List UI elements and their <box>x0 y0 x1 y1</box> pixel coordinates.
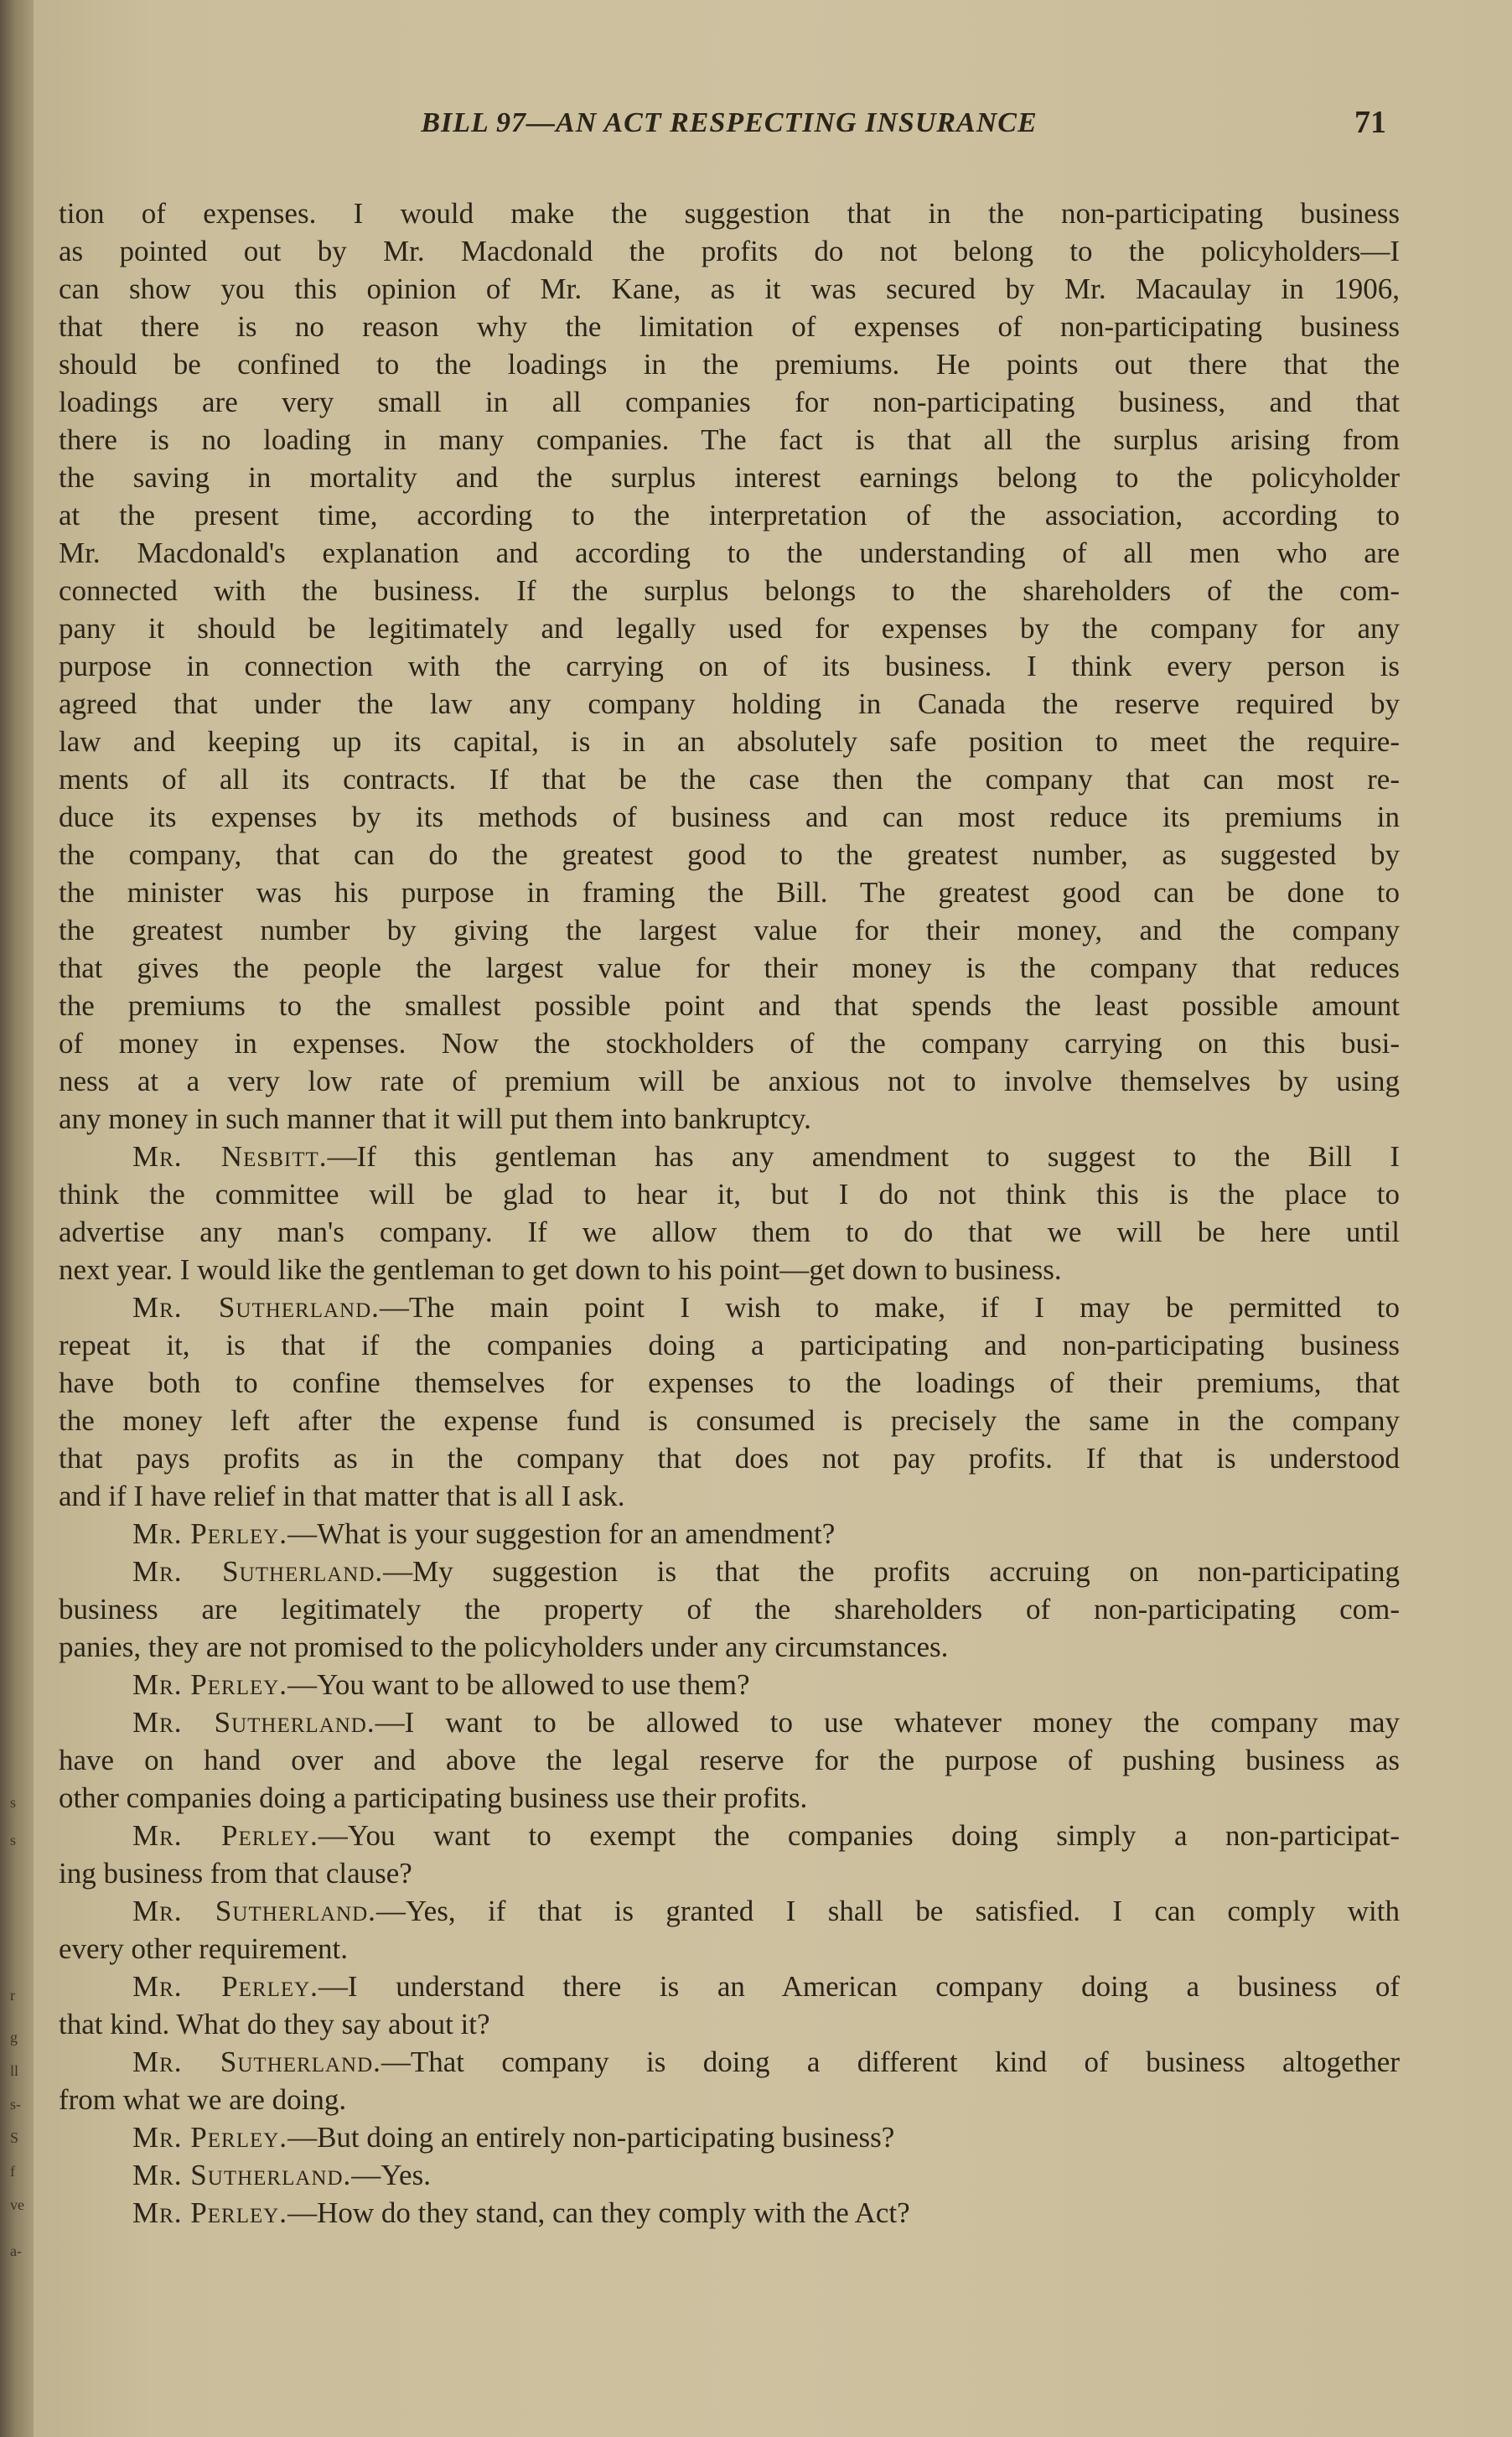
speaker-paragraph <box>59 1703 1400 1817</box>
line-text: ing business from that clause? <box>59 1857 412 1890</box>
line-text: next year. I would like the gentleman to get down to his point—get down to business. <box>59 1253 1062 1286</box>
text-line <box>59 723 1400 760</box>
text-line <box>59 1138 1400 1175</box>
text-line <box>59 2005 1400 2043</box>
line-text: —I understand there is an American company doing a business of <box>318 1970 1400 2003</box>
text-line <box>59 1741 1400 1779</box>
line-text: the company, that can do the greatest good to the greatest number, as suggested by <box>59 838 1400 871</box>
speaker-name: Mr. Sutherland. <box>132 1706 375 1739</box>
text-line <box>59 383 1400 421</box>
speaker-name: Mr. Perley. <box>132 2196 288 2229</box>
line-text: panies, they are not promised to the policyholders under any circumstances. <box>59 1631 949 1663</box>
line-text: business are legitimately the property of the shareholders of non-participating com- <box>59 1593 1400 1626</box>
line-text: —How do they stand, can they comply with the Act? <box>287 2196 910 2229</box>
gutter-mark: S <box>10 2129 19 2146</box>
line-text: there is no loading in many companies. The fact is that all the surplus arising from <box>59 423 1400 456</box>
line-text: —If this gentleman has any amendment to suggest to the Bill I <box>327 1140 1400 1173</box>
line-text: —You want to exempt the companies doing simply a non-participat- <box>318 1819 1400 1852</box>
text-line <box>59 647 1400 685</box>
speaker-name: Mr. Sutherland. <box>132 2159 352 2191</box>
speaker-name: Mr. Perley. <box>132 1970 318 2003</box>
line-text: and if I have relief in that matter that is all I ask. <box>59 1480 625 1512</box>
text-line <box>59 1968 1400 2005</box>
gutter-mark: s <box>10 1794 17 1811</box>
line-text: connected with the business. If the surplus belongs to the shareholders of the com- <box>59 574 1400 607</box>
gutter-mark: s- <box>10 2096 21 2113</box>
line-text: repeat it, is that if the companies doing a participating and non-participating business <box>59 1329 1400 1361</box>
line-text: loadings are very small in all companies for non-participating business, and that <box>59 386 1400 418</box>
speaker-name: Mr. Sutherland. <box>132 2046 381 2078</box>
speaker-name: Mr. Perley. <box>132 2121 288 2154</box>
text-line <box>59 1439 1400 1477</box>
line-text: as pointed out by Mr. Macdonald the profits do not belong to the policyholders—I <box>59 235 1400 267</box>
text-line <box>59 194 1400 232</box>
speaker-paragraph <box>59 2118 1400 2156</box>
speaker-paragraph <box>59 1288 1400 1515</box>
text-line <box>59 1175 1400 1213</box>
page-header <box>34 107 1512 158</box>
text-line <box>59 1817 1400 1854</box>
text-line <box>59 2194 1400 2232</box>
body-text <box>59 194 1400 2232</box>
line-text: ments of all its contracts. If that be the case then the company that can most re- <box>59 763 1400 796</box>
gutter-mark: s <box>10 1832 17 1848</box>
text-line <box>59 685 1400 723</box>
text-line <box>59 1024 1400 1062</box>
text-line <box>59 1590 1400 1628</box>
line-text: —But doing an entirely non-participating business? <box>287 2121 895 2154</box>
line-text: have on hand over and above the legal reserve for the purpose of pushing business as <box>59 1744 1400 1776</box>
line-text: —I want to be allowed to use whatever money the company may <box>375 1706 1400 1739</box>
text-line <box>59 1930 1400 1968</box>
text-line <box>59 1364 1400 1402</box>
text-line <box>59 1062 1400 1100</box>
line-text: from what we are doing. <box>59 2083 347 2116</box>
line-text: —That company is doing a different kind of business altogether <box>381 2046 1400 2078</box>
gutter-mark: f <box>10 2163 15 2180</box>
line-text: any money in such manner that it will put them into bankruptcy. <box>59 1102 811 1135</box>
text-line <box>59 534 1400 572</box>
line-text: pany it should be legitimately and legally used for expenses by the company for any <box>59 612 1400 645</box>
text-line <box>59 1779 1400 1817</box>
line-text: the minister was his purpose in framing the Bill. The greatest good can be done to <box>59 876 1400 909</box>
line-text: —The main point I wish to make, if I may be permitted to <box>379 1291 1400 1324</box>
line-text: that kind. What do they say about it? <box>59 2008 490 2040</box>
text-line <box>59 1892 1400 1930</box>
line-text: agreed that under the law any company holding in Canada the reserve required by <box>59 687 1400 720</box>
text-line <box>59 496 1400 534</box>
text-line <box>59 2043 1400 2081</box>
text-line <box>59 609 1400 647</box>
gutter-mark: ve <box>10 2196 24 2213</box>
text-line <box>59 1515 1400 1553</box>
line-text: that there is no reason why the limitation of expenses of non-participating business <box>59 310 1400 343</box>
text-line <box>59 2118 1400 2156</box>
text-line <box>59 1100 1400 1138</box>
speaker-paragraph <box>59 1817 1400 1892</box>
text-line <box>59 760 1400 798</box>
speaker-name: Mr. Perley. <box>132 1668 288 1701</box>
page-number: 71 <box>1354 105 1386 140</box>
running-title: BILL 97—AN ACT RESPECTING INSURANCE <box>421 107 1038 138</box>
line-text: —Yes. <box>351 2159 431 2191</box>
gutter-mark: a- <box>10 2243 22 2259</box>
line-text: that pays profits as in the company that does not pay profits. If that is understood <box>59 1442 1400 1475</box>
line-text: —You want to be allowed to use them? <box>287 1668 750 1701</box>
speaker-name: Mr. Sutherland. <box>132 1555 384 1588</box>
text-line <box>59 1628 1400 1666</box>
line-text: the money left after the expense fund is consumed is precisely the same in the company <box>59 1404 1400 1437</box>
line-text: tion of expenses. I would make the suggestion that in the non-participating business <box>59 197 1400 230</box>
line-text: —What is your suggestion for an amendment? <box>287 1517 836 1550</box>
text-line <box>59 232 1400 270</box>
text-line <box>59 345 1400 383</box>
text-line <box>59 1251 1400 1288</box>
speaker-paragraph <box>59 1138 1400 1288</box>
text-line <box>59 1288 1400 1326</box>
line-text: the saving in mortality and the surplus interest earnings belong to the policyholder <box>59 461 1400 494</box>
text-line <box>59 1666 1400 1703</box>
gutter-mark: g <box>10 2029 18 2046</box>
line-text: at the present time, according to the interpretation of the association, according to <box>59 499 1400 531</box>
text-line <box>59 1477 1400 1515</box>
text-line <box>59 421 1400 459</box>
text-line <box>59 874 1400 911</box>
line-text: have both to confine themselves for expenses to the loadings of their premiums, that <box>59 1366 1400 1399</box>
gutter-mark: ll <box>10 2062 19 2079</box>
line-text: of money in expenses. Now the stockholders of the company carrying on this busi- <box>59 1027 1400 1060</box>
line-text: law and keeping up its capital, is in an absolutely safe position to meet the require- <box>59 725 1400 758</box>
line-text: —My suggestion is that the profits accruing on non-participating <box>383 1555 1400 1588</box>
speaker-paragraph <box>59 2194 1400 2232</box>
speaker-paragraph <box>59 1515 1400 1553</box>
line-text: ness at a very low rate of premium will be anxious not to involve themselves by using <box>59 1065 1400 1097</box>
line-text: other companies doing a participating business use their profits. <box>59 1781 808 1814</box>
line-text: duce its expenses by its methods of business and can most reduce its premiums in <box>59 801 1400 833</box>
text-line <box>59 2081 1400 2118</box>
text-line <box>59 1553 1400 1590</box>
speaker-paragraph <box>59 2156 1400 2194</box>
line-text: —Yes, if that is granted I shall be satisfied. I can comply with <box>375 1895 1400 1927</box>
speaker-paragraph <box>59 2043 1400 2118</box>
speaker-name: Mr. Nesbitt. <box>132 1140 328 1173</box>
speaker-paragraph <box>59 1892 1400 1968</box>
text-line <box>59 836 1400 874</box>
text-line <box>59 459 1400 496</box>
text-line <box>59 1213 1400 1251</box>
text-line <box>59 911 1400 949</box>
gutter-bleed-marks <box>0 0 34 2437</box>
speaker-paragraph <box>59 1968 1400 2043</box>
paragraph-continued <box>59 194 1400 1138</box>
line-text: the greatest number by giving the largest value for their money, and the company <box>59 914 1400 946</box>
line-text: the premiums to the smallest possible point and that spends the least possible amount <box>59 989 1400 1022</box>
gutter-mark: r <box>10 1987 15 2004</box>
line-text: purpose in connection with the carrying on of its business. I think every person is <box>59 650 1400 682</box>
speaker-name: Mr. Sutherland. <box>132 1895 376 1927</box>
line-text: can show you this opinion of Mr. Kane, as it was secured by Mr. Macaulay in 1906, <box>59 272 1400 305</box>
text-line <box>59 1703 1400 1741</box>
text-line <box>59 987 1400 1024</box>
text-line <box>59 1326 1400 1364</box>
text-line <box>59 572 1400 609</box>
speaker-name: Mr. Sutherland. <box>132 1291 380 1324</box>
text-line <box>59 798 1400 836</box>
text-line <box>59 270 1400 308</box>
text-line <box>59 1402 1400 1439</box>
line-text: think the committee will be glad to hear it, but I do not think this is the place to <box>59 1178 1400 1211</box>
speaker-paragraph <box>59 1666 1400 1703</box>
text-line <box>59 2156 1400 2194</box>
text-line <box>59 949 1400 987</box>
speaker-name: Mr. Perley. <box>132 1517 288 1550</box>
text-line <box>59 1854 1400 1892</box>
speaker-paragraph <box>59 1553 1400 1666</box>
line-text: should be confined to the loadings in the premiums. He points out there that the <box>59 348 1400 381</box>
line-text: advertise any man's company. If we allow them to do that we will be here until <box>59 1216 1400 1248</box>
text-line <box>59 308 1400 345</box>
document-page <box>34 0 1512 2437</box>
line-text: that gives the people the largest value for their money is the company that reduces <box>59 951 1400 984</box>
line-text: every other requirement. <box>59 1932 348 1965</box>
line-text: Mr. Macdonald's explanation and according to the understanding of all men who are <box>59 537 1400 569</box>
speaker-name: Mr. Perley. <box>132 1819 318 1852</box>
